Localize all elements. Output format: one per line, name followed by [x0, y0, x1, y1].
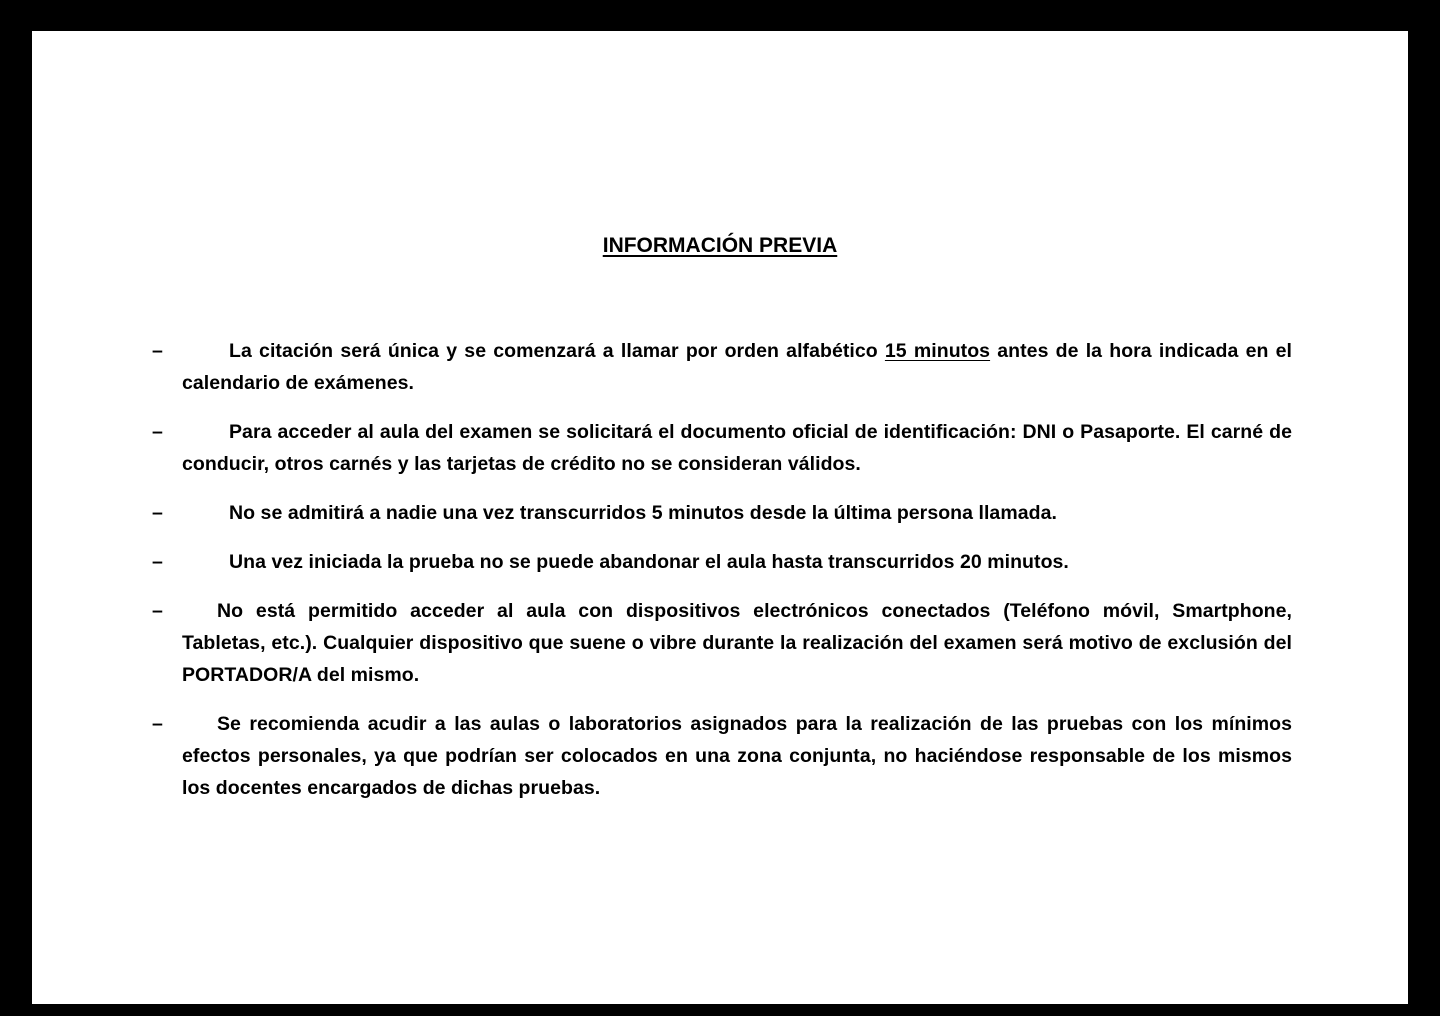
bullet-dash: – — [152, 600, 163, 622]
info-list — [32, 335, 1408, 821]
bullet-dash: – — [152, 713, 163, 735]
bullet-dash: – — [152, 502, 163, 524]
bullet-dash: – — [152, 551, 163, 573]
document-page — [32, 31, 1408, 1004]
emphasis-underlined: 15 minutos — [884, 340, 991, 362]
list-item — [32, 416, 1408, 480]
list-item — [32, 546, 1408, 578]
list-item-text — [182, 335, 1292, 399]
document-title — [32, 231, 1408, 261]
list-item-text-after: antes de la hora indicada en el calendario de exámenes. — [182, 340, 1292, 394]
list-item-text: Se recomienda acudir a las aulas o laboratorios asignados para la realización de las pruebas con los mínimos efectos personales, ya que podrían ser colocados en una zona conjunta, no haciéndose responsable de los mismos los docentes encargados de dichas pruebas. — [182, 713, 1292, 799]
list-item — [32, 595, 1408, 691]
list-item — [32, 708, 1408, 804]
bullet-dash: – — [152, 421, 163, 443]
list-item-text: Para acceder al aula del examen se solicitará el documento oficial de identificación: DNI o Pasaporte. El carné de conducir, otros carnés y las tarjetas de crédito no se consideran válidos. — [182, 421, 1292, 475]
list-item-text: No está permitido acceder al aula con dispositivos electrónicos conectados (Teléfono móvil, Smartphone, Tabletas, etc.). Cualquier dispositivo que suene o vibre durante la realización del examen será motivo de exclusión del PORTADOR/A del mismo. — [182, 600, 1292, 686]
bullet-dash: – — [152, 340, 163, 362]
list-item — [32, 497, 1408, 529]
list-item-text: Una vez iniciada la prueba no se puede abandonar el aula hasta transcurridos 20 minutos. — [229, 551, 1069, 573]
list-item-text: No se admitirá a nadie una vez transcurridos 5 minutos desde la última persona llamada. — [229, 502, 1057, 524]
list-item — [32, 335, 1408, 399]
list-item-text-before: La citación será única y se comenzará a llamar por orden alfabético — [229, 340, 885, 362]
document-title-text: INFORMACIÓN PREVIA — [602, 234, 838, 257]
